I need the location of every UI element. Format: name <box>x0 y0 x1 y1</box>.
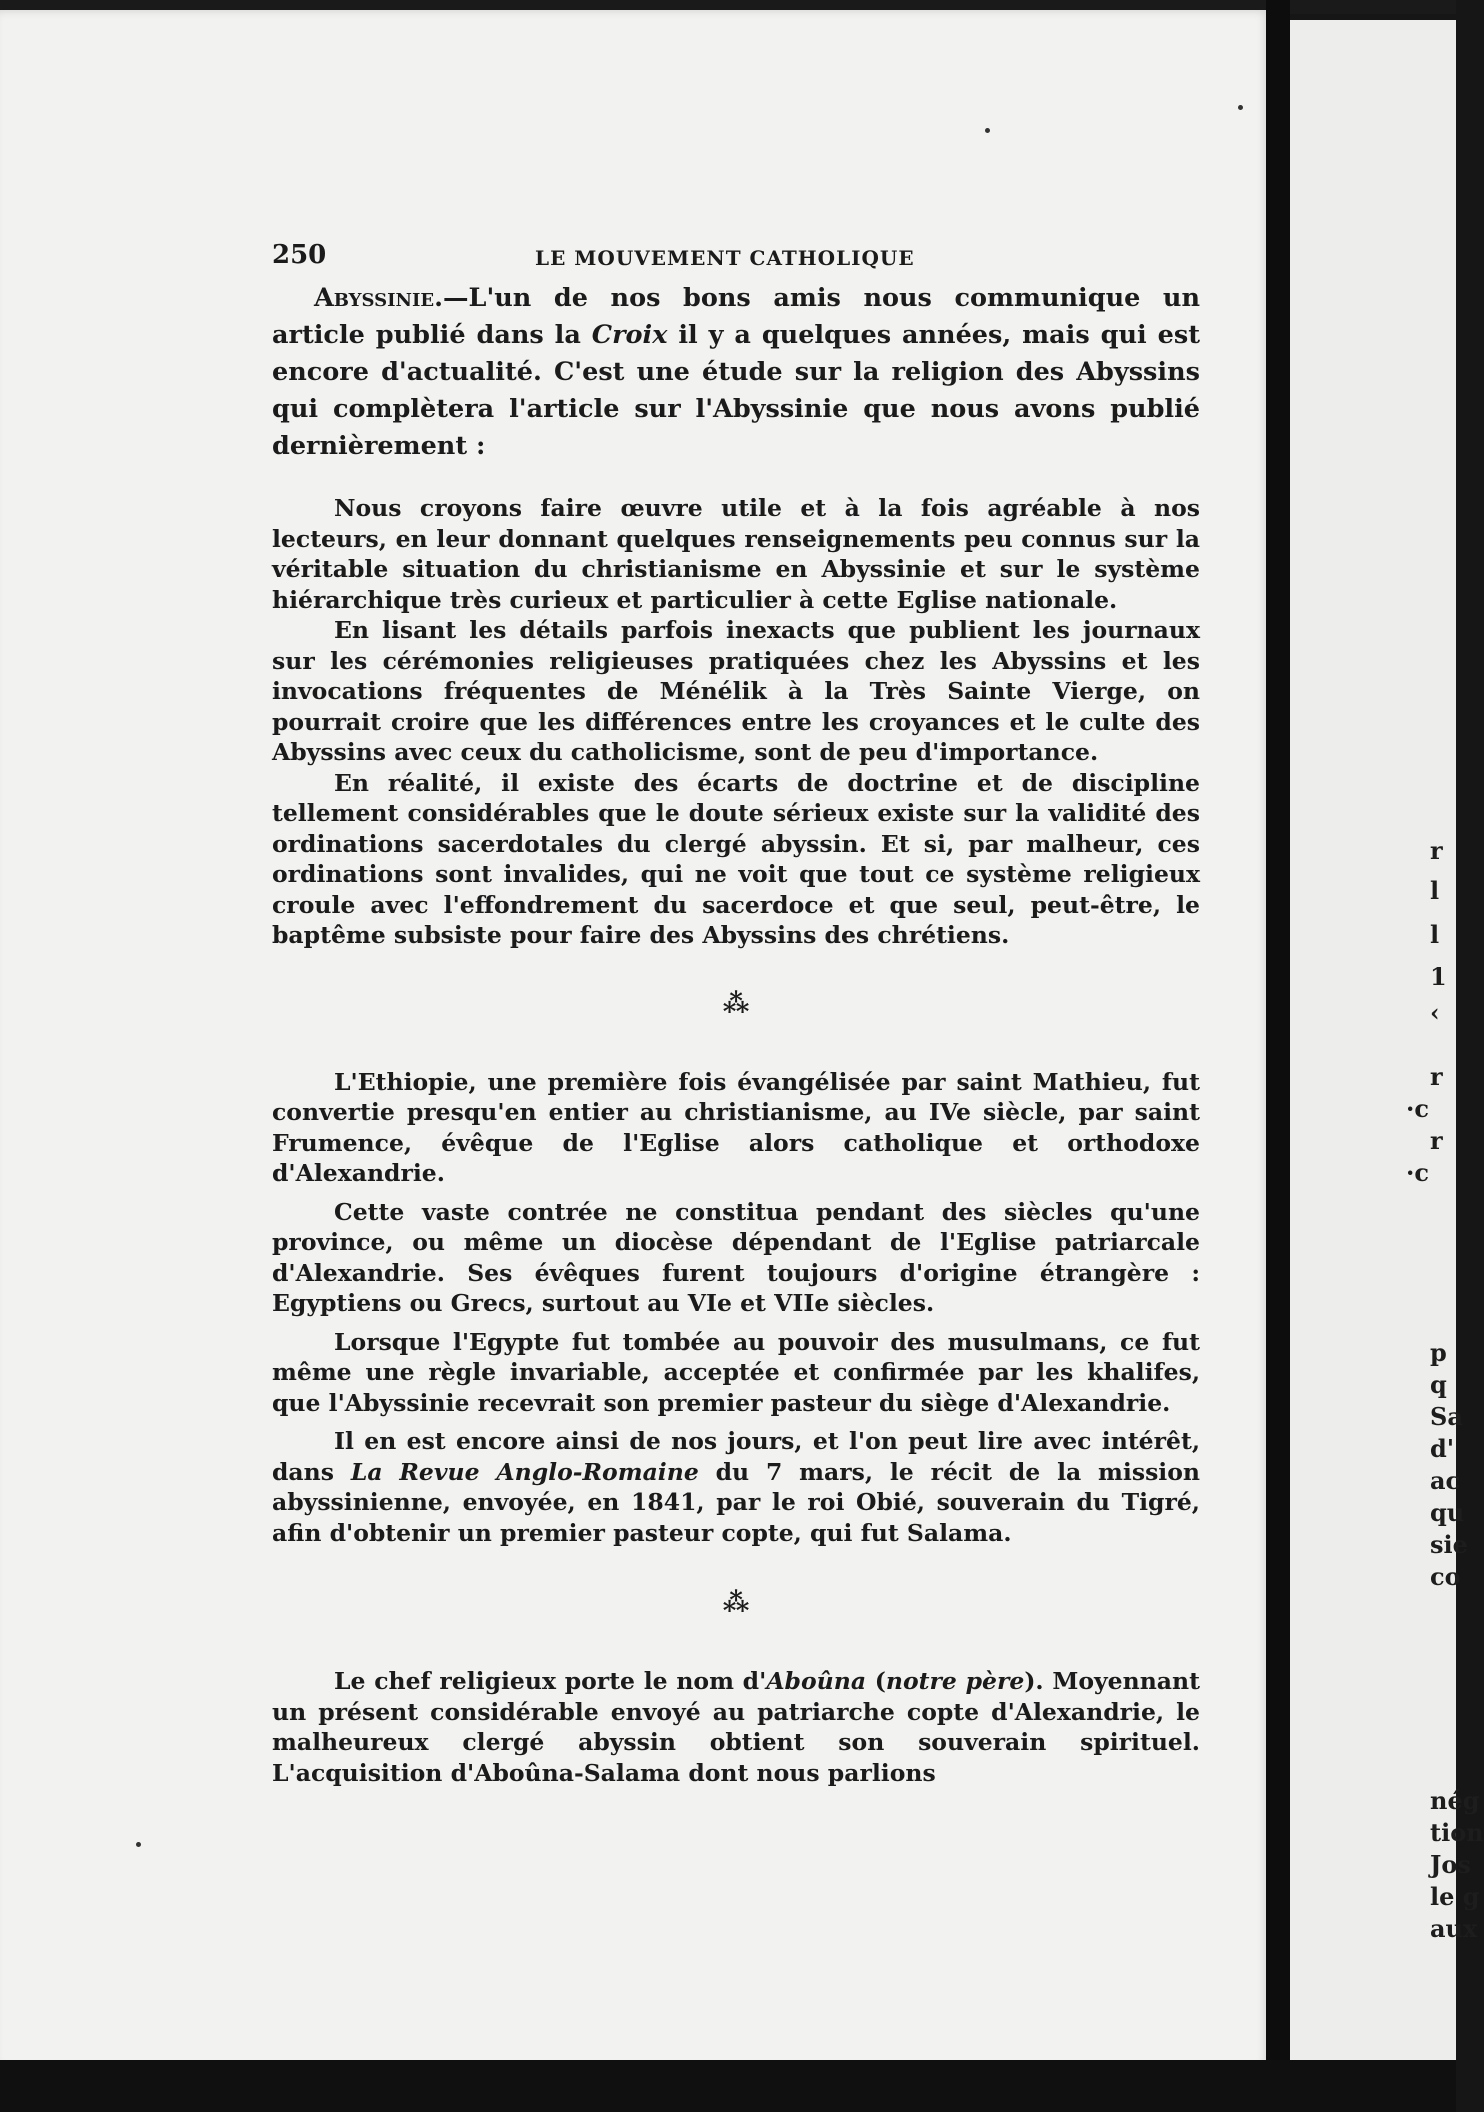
section-separator-2: ⁂ <box>722 1588 750 1618</box>
facing-page-fragment: Sa <box>1430 1402 1463 1431</box>
facing-page-fragment: Jos <box>1430 1850 1471 1879</box>
section3-paragraph <box>272 1666 1200 1788</box>
section2-paragraph-2: Cette vaste contrée ne constitua pendant des siècles qu'une province, ou même un diocèse dépendant de l'Eglise patriarcale d'Alexandrie. Ses évêques furent toujours d'origine étrangère : Egyptiens ou Grecs, surtout au VIe et VIIe siècles. <box>272 1197 1200 1317</box>
facing-page-fragment: l <box>1430 876 1440 905</box>
page-content <box>272 240 1200 1788</box>
quote-paragraph-2: En lisant les détails parfois inexacts que publient les journaux sur les cérémonies religieuses pratiquées chez les Abyssins et les invocations fréquentes de Ménélik à la Très Sainte Vierge, on pourrait croire que les différences entre les croyances et le culte des Abyssins avec ceux du catholicisme, sont de peu d'importance. <box>272 616 1200 766</box>
intro-rest: il y a quelques années, mais qui est encore d'actualité. C'est une étude sur la religion des Abyssins qui complètera l'article sur l'Abyssinie que nous avons publié dernièrement : <box>272 320 1200 461</box>
abouna-term: Aboûna <box>766 1667 867 1695</box>
notre-pere-term: notre père <box>885 1667 1025 1695</box>
facing-page-fragment: qu <box>1430 1498 1465 1527</box>
facing-page-fragment: l <box>1430 920 1440 949</box>
intro-lead: Abyssinie. <box>314 283 444 313</box>
section-separator: ⁂ <box>722 988 750 1019</box>
section3-mid: ( <box>866 1667 886 1695</box>
facing-page-fragment: p <box>1430 1338 1447 1367</box>
scan-speck <box>1238 105 1243 110</box>
facing-page-fragment: r <box>1430 1062 1443 1091</box>
section2-paragraph-3: Lorsque l'Egypte fut tombée au pouvoir des musulmans, ce fut même une règle invariable, acceptée et confirmée par les khalifes, que l'Abyssinie recevrait son premier pasteur du siège d'Alexandrie. <box>272 1327 1200 1417</box>
intro-text: —L'un de nos bons amis nous communique un article publié dans la <box>272 283 1200 350</box>
quote-paragraph-3: En réalité, il existe des écarts de doctrine et de discipline tellement considérables que le doute sérieux existe sur la validité des ordinations sacerdotales du clergé abyssin. Et si, par malheur, ces ordinations sont invalides, qui ne voit que tout ce système religieux croule avec l'effondrement du sacerdoce et que seul, peut-être, le baptême subsiste pour faire des Abyssins des chrétiens. <box>272 768 1200 949</box>
page-header <box>272 240 1200 278</box>
facing-page-fragment: ·c <box>1406 1158 1429 1187</box>
revue-title: La Revue Anglo-Romaine <box>350 1457 699 1486</box>
facing-page-edge <box>1290 20 1484 2060</box>
quote-paragraph-1: Nous croyons faire œuvre utile et à la fois agréable à nos lecteurs, en leur donnant quelques renseignements peu connus sur la véritable situation du christianisme en Abyssinie et sur le système hiérarchique très curieux et particulier à cette Eglise nationale. <box>272 494 1200 614</box>
facing-page-fragment: ‹ <box>1430 998 1440 1027</box>
section2-paragraph-1: L'Ethiopie, une première fois évangélisée par saint Mathieu, fut convertie presqu'en entier au christianisme, au IVe siècle, par saint Frumence, évêque de l'Eglise alors catholique et orthodoxe d'Alexandrie. <box>272 1067 1200 1187</box>
scan-bottom-border <box>0 2060 1456 2112</box>
section2-last-before: Il en est encore ainsi de nos jours, et l'on peut lire avec intérêt, dans <box>272 1427 1200 1486</box>
facing-page-fragment: co <box>1430 1562 1461 1591</box>
book-gutter <box>1266 0 1290 2112</box>
scan-speck <box>136 1842 141 1847</box>
section2-paragraph-4 <box>272 1426 1200 1548</box>
section3-before: Le chef religieux porte le nom d' <box>334 1667 767 1695</box>
book-page <box>0 10 1272 2068</box>
facing-page-fragment: nég <box>1430 1786 1480 1815</box>
scan-speck <box>985 128 990 133</box>
facing-page-fragment: tion <box>1430 1818 1484 1847</box>
section2-last-after: du 7 mars, le récit de la mission abyssinienne, envoyée, en 1841, par le roi Obié, souverain du Tigré, afin d'obtenir un premier pasteur copte, qui fut Salama. <box>272 1457 1200 1547</box>
running-title: LE MOUVEMENT CATHOLIQUE <box>535 246 915 270</box>
facing-page-fragment: r <box>1430 836 1443 865</box>
facing-page-fragment: le g <box>1430 1882 1480 1911</box>
intro-paragraph <box>272 280 1200 465</box>
facing-page-fragment: sie <box>1430 1530 1468 1559</box>
facing-page-fragment: q <box>1430 1370 1447 1399</box>
facing-page-fragment: d' <box>1430 1434 1455 1463</box>
facing-page-fragment: ·c <box>1406 1094 1429 1123</box>
facing-page-fragment: aux <box>1430 1914 1478 1943</box>
facing-page-fragment: 1 <box>1430 962 1447 991</box>
page-number: 250 <box>272 240 327 270</box>
intro-italic-title: Croix <box>591 320 668 350</box>
facing-page-fragment: r <box>1430 1126 1443 1155</box>
section3-after: ). Moyennant un présent considérable envoyé au patriarche copte d'Alexandrie, le malheureux clergé abyssin obtient son souverain spirituel. L'acquisition d'Aboûna-Salama dont nous parlions <box>272 1667 1200 1787</box>
facing-page-fragment: ac <box>1430 1466 1461 1495</box>
